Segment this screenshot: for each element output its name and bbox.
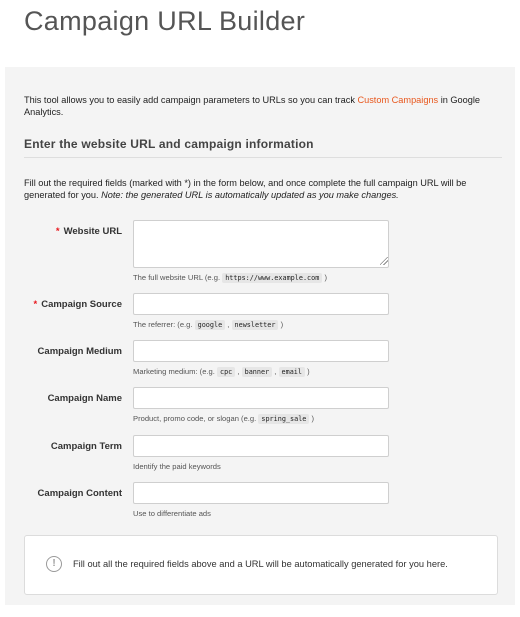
campaign-source-help-end: ) (278, 320, 284, 329)
campaign-content-help: Use to differentiate ads (133, 509, 211, 518)
campaign-medium-help-end: ) (304, 367, 310, 376)
campaign-source-help-text: The referrer: (e.g. (133, 320, 195, 329)
required-marker: * (55, 226, 60, 237)
custom-campaigns-link[interactable]: Custom Campaigns (357, 95, 439, 105)
campaign-source-label (5, 299, 122, 310)
website-url-label (5, 226, 122, 237)
instructions-main: Fill out the required fields (marked with *) in the form below, and once complete the full campaign URL will be generated for you. (24, 178, 467, 200)
required-marker: * (33, 299, 38, 310)
campaign-term-label (5, 441, 122, 452)
campaign-medium-label-text: Campaign Medium (37, 346, 122, 357)
help-code-example-url: https://www.example.com (222, 273, 322, 283)
intro-text-end: in Google Analytics. (24, 95, 481, 117)
help-code-spring-sale: spring_sale (258, 414, 309, 424)
campaign-term-input[interactable] (133, 435, 389, 457)
instructions-text (24, 178, 504, 201)
help-code-cpc: cpc (217, 367, 235, 377)
page-title: Campaign URL Builder (24, 6, 306, 36)
campaign-name-help-end: ) (309, 414, 315, 423)
campaign-medium-help-text: Marketing medium: (e.g. (133, 367, 217, 376)
campaign-source-label-text: Campaign Source (41, 299, 122, 310)
section-divider (24, 157, 502, 158)
instructions-note: Note: the generated URL is automatically updated as you make changes. (101, 189, 399, 200)
website-url-help-text: The full website URL (e.g. (133, 273, 223, 282)
generated-url-message: Fill out all the required fields above and a URL will be automatically generated for you here. (73, 559, 448, 569)
help-code-newsletter: newsletter (232, 320, 279, 330)
textarea-resize-handle[interactable] (380, 257, 388, 265)
info-icon: ! (46, 556, 62, 572)
campaign-content-label-text: Campaign Content (37, 488, 122, 499)
website-url-help-end: ) (322, 273, 327, 282)
campaign-source-help: The referrer: (e.g. google , newsletter ) (133, 320, 284, 329)
campaign-medium-input[interactable] (133, 340, 389, 362)
help-code-banner: banner (242, 367, 273, 377)
intro-text-start: This tool allows you to easily add campaign parameters to URLs so you can track (24, 95, 358, 105)
campaign-content-input[interactable] (133, 482, 389, 504)
website-url-help (133, 273, 327, 282)
campaign-source-input[interactable] (133, 293, 389, 315)
builder-panel (5, 67, 515, 605)
campaign-term-help: Identify the paid keywords (133, 462, 221, 471)
intro-text (24, 95, 504, 118)
campaign-name-label (5, 393, 122, 404)
generated-url-box (24, 535, 498, 595)
campaign-term-label-text: Campaign Term (50, 441, 122, 452)
campaign-name-help (133, 414, 314, 423)
website-url-input[interactable] (133, 220, 389, 268)
campaign-name-label-text: Campaign Name (47, 393, 122, 404)
campaign-medium-label (5, 346, 122, 357)
campaign-medium-help: Marketing medium: (e.g. cpc , banner , email ) (133, 367, 310, 376)
campaign-name-help-text: Product, promo code, or slogan (e.g. (133, 414, 259, 423)
campaign-content-label (5, 488, 122, 499)
section-heading: Enter the website URL and campaign information (24, 137, 314, 151)
help-code-email: email (279, 367, 305, 377)
campaign-name-input[interactable] (133, 387, 389, 409)
website-url-label-text: Website URL (63, 226, 122, 237)
help-code-google: google (195, 320, 226, 330)
